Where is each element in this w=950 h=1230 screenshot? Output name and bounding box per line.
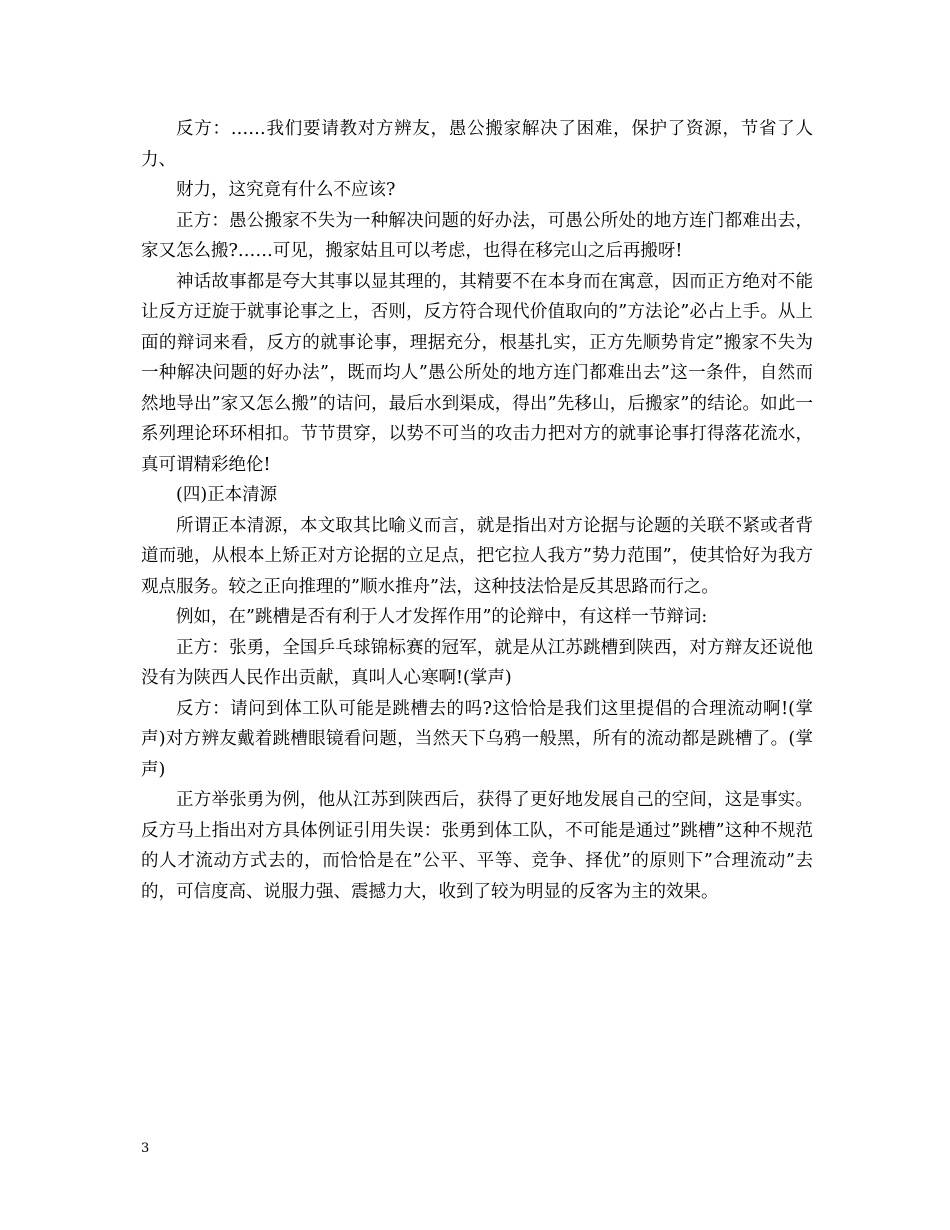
paragraph-con-rebuttal: 反方：请问到体工队可能是跳槽去的吗?这恰恰是我们这里提倡的合理流动啊!(掌声)对方辨友戴着跳槽眼镜看问题，当然天下乌鸦一般黑，所有的流动都是跳槽了。(掌声)	[141, 698, 813, 780]
paragraph-con-question: 反方：……我们要请教对方辨友，愚公搬家解决了困难，保护了资源，节省了人力、	[141, 119, 813, 170]
paragraph-analysis: 神话故事都是夸大其事以显其理的，其精要不在本身而在寓意，因而正方绝对不能让反方迂旋于就事论事之上，否则，反方符合现代价值取向的”方法论”必占上手。从上面的辩词来看，反方的就事论事，理据充分，根基扎实，正方先顺势肯定”搬家不失为一种解决问题的好办法”，既而均人”愚公所处的地方连门都难出去”这一条件，自然而然地导出”家又怎么搬”的诘问，最后水到渠成，得出”先移山，后搬家”的结论。如此一系列理论环环相扣。节节贯穿，以势不可当的攻击力把对方的就事论事打得落花流水，真可谓精彩绝伦!	[141, 271, 813, 475]
paragraph-pro-response: 正方：愚公搬家不失为一种解决问题的好办法，可愚公所处的地方连门都难出去，家又怎么搬?……可见，搬家姑且可以考虑，也得在移完山之后再搬呀!	[141, 210, 813, 261]
paragraph-example-intro: 例如，在”跳槽是否有利于人才发挥作用”的论辩中，有这样一节辩词:	[176, 607, 708, 627]
paragraph-con-question-continued: 财力，这究竟有什么不应该?	[176, 180, 396, 200]
body-text	[141, 114, 813, 907]
page-number: 3	[141, 1141, 150, 1156]
paragraph-definition: 所谓正本清源，本文取其比喻义而言，就是指出对方论据与论题的关联不紧或者背道而驰，从根本上矫正对方论据的立足点，把它拉人我方”势力范围”，使其恰好为我方观点服务。较之正向推理的”顺水推舟”法，这种技法恰是反其思路而行之。	[141, 515, 813, 597]
paragraph-pro-statement: 正方：张勇，全国乒乓球锦标赛的冠军，就是从江苏跳槽到陕西，对方辩友还说他没有为陕西人民作出贡献，真叫人心寒啊!(掌声)	[141, 637, 813, 688]
section-heading: (四)正本清源	[176, 485, 278, 505]
paragraph-conclusion: 正方举张勇为例，他从江苏到陕西后，获得了更好地发展自己的空间，这是事实。反方马上指出对方具体例证引用失误：张勇到体工队，不可能是通过”跳槽”这种不规范的人才流动方式去的，而恰恰是在”公平、平等、竞争、择优”的原则下”合理流动”去的，可信度高、说服力强、震撼力大，收到了较为明显的反客为主的效果。	[141, 790, 813, 902]
